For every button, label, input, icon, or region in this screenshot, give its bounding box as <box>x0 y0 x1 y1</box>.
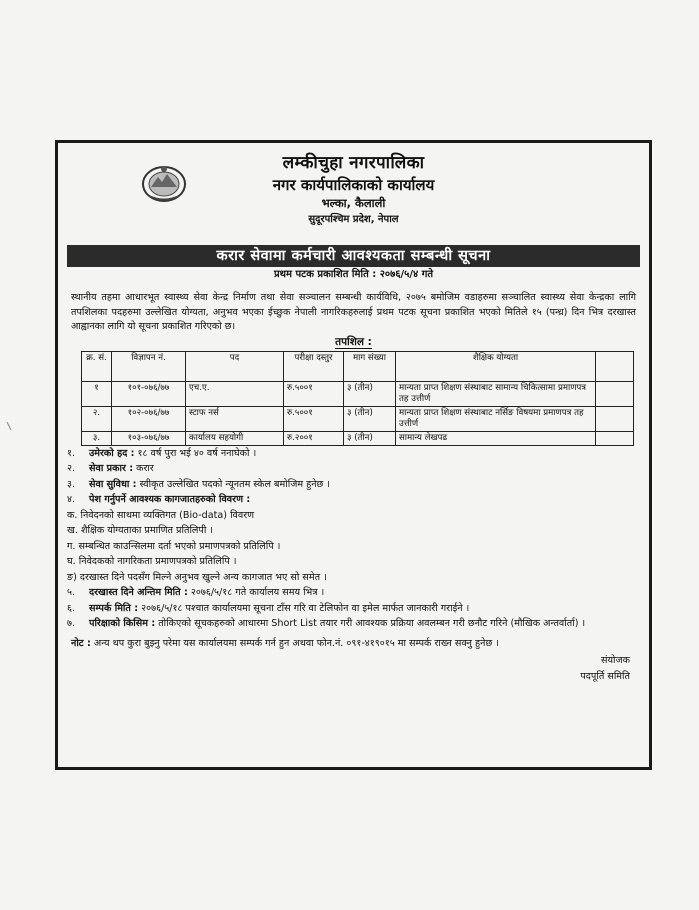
item-number: १. <box>67 447 76 459</box>
item-number: ४. <box>67 494 76 505</box>
scan-mark-icon <box>6 422 12 430</box>
documents-sublist <box>67 508 640 586</box>
cell-qualification: मान्यता प्राप्त शिक्षण संस्थाबाट नर्सिङ विषयमा प्रमाणपत्र तह उत्तीर्ण <box>396 406 596 431</box>
cell-serial: २. <box>82 406 112 431</box>
document-item: क. निवेदनको साथमा व्यक्तिगत (Bio-data) विवरण <box>67 509 255 521</box>
cell-post: कार्यालय सहयोगी <box>186 431 284 445</box>
office-location: भल्का, कैलाली <box>321 196 386 210</box>
table-title: तपशिल : <box>335 335 372 348</box>
col-header-serial: क्र. सं. <box>82 351 112 381</box>
cell-qualification: मान्यता प्राप्त शिक्षण संस्थाबाट सामान्य चिकित्सामा प्रमाणपत्र तह उत्तीर्ण <box>396 381 596 406</box>
item-number: ७. <box>67 618 76 629</box>
item-label: सेवा प्रकार : <box>89 463 134 474</box>
item-label: परिक्षाको किसिम : <box>89 618 156 629</box>
item-label: सेवा सुविधा : <box>89 478 137 490</box>
footnote <box>67 636 640 652</box>
cell-post: एच.ए. <box>186 381 284 406</box>
cell-demand: ३ (तीन) <box>344 381 396 406</box>
cell-ad-no: १०२-०७६/७७ <box>112 406 186 431</box>
cell-demand: ३ (तीन) <box>344 406 396 431</box>
signatory-role: संयोजक <box>600 655 630 666</box>
list-item <box>67 601 640 617</box>
list-item <box>67 461 640 477</box>
col-header-blank <box>596 351 634 381</box>
list-item <box>67 477 640 493</box>
vacancy-table <box>81 351 634 446</box>
document-item: ख. शैक्षिक योग्यताका प्रमाणित प्रतिलिपी । <box>67 525 214 536</box>
signature-block <box>67 653 640 685</box>
cell-blank <box>596 381 634 406</box>
cell-ad-no: १०३-०७६/७७ <box>112 431 186 445</box>
cell-fee: रु.५००१ <box>284 381 344 406</box>
document-item: घ. निवेदकको नागरिकता प्रमाणपत्रको प्रतिलिपि । <box>67 556 237 567</box>
cell-blank <box>596 431 634 445</box>
document-item: ग. सम्बन्धित काउन्सिलमा दर्ता भएको प्रमाणपत्रको प्रतिलिपि । <box>67 540 281 552</box>
table-row <box>82 431 634 445</box>
item-text: तोकिएको सूचकहरुको आधारमा Short List तयार गरी आवश्यक प्रक्रिया अवलम्बन गरी छनौट गरिने (मौखिक अन्तर्वार्ता) । <box>155 618 586 629</box>
item-text: स्वीकृत उल्लेखित पदको न्यूनतम स्केल बमोजिम हुनेछ । <box>136 478 330 490</box>
office-province: सुदूरपश्चिम प्रदेश, नेपाल <box>308 214 399 225</box>
item-label: उमेरको हद : <box>89 447 135 459</box>
letterhead <box>67 143 640 243</box>
item-number: ६. <box>67 602 76 614</box>
table-row <box>82 381 634 406</box>
cell-fee: रु.५००१ <box>284 406 344 431</box>
list-item <box>67 616 640 632</box>
item-number: २. <box>67 463 76 474</box>
col-header-qualification: शैक्षिक योग्यता <box>396 351 596 381</box>
col-header-fee: परीक्षा दस्तुर <box>284 351 344 381</box>
document-item: ङ) दरखास्त दिने पदसँग मिल्ने अनुभव खुल्ने अन्य कागजात भए सो समेत । <box>67 571 327 583</box>
list-item <box>67 585 640 601</box>
note-label: नोट : <box>71 637 91 649</box>
notice-title: करार सेवामा कर्मचारी आवश्यकता सम्बन्धी सूचना <box>67 245 640 267</box>
office-name: नगर कार्यपालिकाको कार्यालय <box>272 176 435 194</box>
cell-fee: रु.२००१ <box>284 431 344 445</box>
item-label: दरखास्त दिने अन्तिम मिति : <box>89 587 188 598</box>
cell-serial: १ <box>82 381 112 406</box>
item-number: ३. <box>67 478 76 490</box>
list-item <box>67 446 640 462</box>
conditions-list <box>67 446 640 632</box>
col-header-post: पद <box>186 351 284 381</box>
cell-post: स्टाफ नर्स <box>186 406 284 431</box>
cell-serial: ३. <box>82 431 112 445</box>
note-text: अन्य थप कुरा बुझ्नु परेमा यस कार्यालयमा सम्पर्क गर्न हुन अथवा फोन.नं. ०९१-४१९०१५ मा सम्पर्क राख्न सक्नु हुनेछ । <box>90 637 499 649</box>
table-header-row <box>82 351 634 381</box>
item-label: पेश गर्नुपर्ने आवश्यक कागजातहरुको विवरण : <box>89 494 251 505</box>
item-text: २०७६/५/१८ पश्चात कार्यालयमा सूचना टाँस गरि वा टेलिफोन वा इमेल मार्फत जानकारी गराईने । <box>138 602 470 614</box>
item-text: २०७६/५/१८ गते कार्यालय समय भित्र । <box>187 587 325 598</box>
item-number: ५. <box>67 587 76 598</box>
org-name: लम्कीचुहा नगरपालिका <box>282 153 425 173</box>
published-date: प्रथम पटक प्रकाशित मिति : २०७६/५/४ गते <box>273 269 434 280</box>
signatory-committee: पदपूर्ति समिति <box>580 671 630 682</box>
cell-demand: ३ (तीन) <box>344 431 396 445</box>
table-row <box>82 406 634 431</box>
col-header-ad-no: विज्ञापन नं. <box>112 351 186 381</box>
col-header-demand: माग संख्या <box>344 351 396 381</box>
item-text: १८ वर्ष पुरा भई ४० वर्ष ननाघेको । <box>134 447 257 459</box>
cell-ad-no: १०१-०७६/७७ <box>112 381 186 406</box>
cell-blank <box>596 406 634 431</box>
intro-paragraph: स्थानीय तहमा आधारभूत स्वास्थ्य सेवा केन्द्र निर्माण तथा सेवा सञ्चालन सम्बन्धी कार्यविधि, २०७५ बमोजिम वडाहरुमा सञ्चालित स्वास्थ्य सेवा केन्द्रका लागि तपशिलका पदहरुमा उल्लेखित योग्यता, अनुभव भएका ईच्छुक नेपाली नागरिकहरुलाई प्रथम पटक सूचना प्रकाशित भएको मितिले १५ (पन्ध्र) दिन भित्र दरखास्त आह्वानका लागि यो सूचना प्रकाशित गरिएको छ। <box>71 292 636 332</box>
notice-frame <box>55 140 652 770</box>
item-label: सम्पर्क मिति : <box>89 602 139 614</box>
item-text: करार <box>133 463 154 474</box>
cell-qualification: सामान्य लेखपढ <box>396 431 596 445</box>
list-item <box>67 492 640 508</box>
